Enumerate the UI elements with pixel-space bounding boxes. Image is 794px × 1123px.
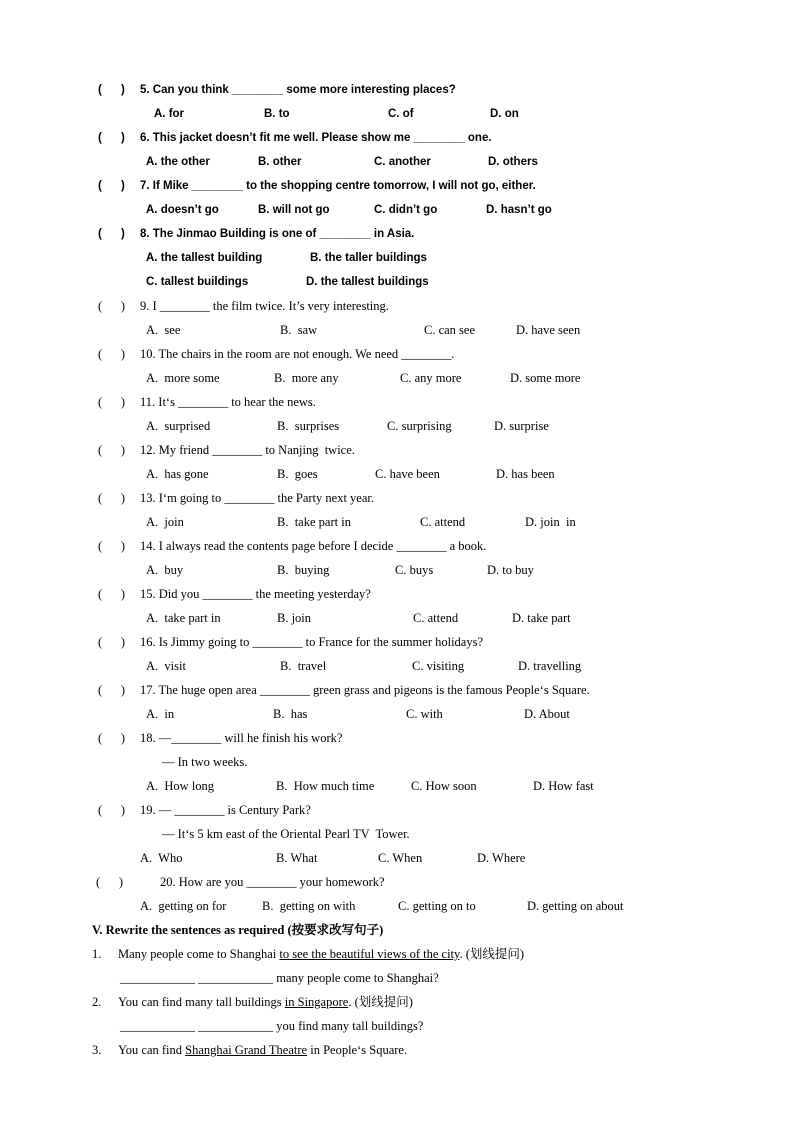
option: A. buy	[146, 563, 184, 577]
answer-paren: ( )	[98, 443, 126, 457]
option: C. another	[374, 156, 431, 168]
question-text: 6. This jacket doesn’t fit me well. Please show me ________ one.	[140, 132, 492, 144]
answer-paren: ( )	[98, 180, 125, 192]
option: A. for	[154, 108, 185, 120]
answer-paren: ( )	[98, 299, 126, 313]
option: A. visit	[146, 659, 186, 673]
option: D. to buy	[487, 563, 534, 577]
option: D. on	[490, 108, 519, 120]
sentence-part: . (划线提问)	[459, 947, 525, 961]
option: D. have seen	[516, 323, 581, 337]
question-text: 7. If Mike ________ to the shopping centre tomorrow, I will not go, either.	[140, 180, 536, 192]
option: C. When	[378, 851, 423, 865]
sentence-part: . (划线提问)	[348, 995, 413, 1009]
answer-paren: ( )	[98, 395, 126, 409]
option: B. What	[276, 851, 318, 865]
option: D. has been	[496, 467, 555, 481]
answer-paren: ( )	[98, 683, 126, 697]
item-number: 3.	[92, 1043, 102, 1057]
option: A. the other	[146, 156, 210, 168]
option: A. surprised	[146, 419, 211, 433]
option: C. getting on to	[398, 899, 476, 913]
option: B. to	[264, 108, 290, 120]
question-text: 14. I always read the contents page before I decide ________ a book.	[140, 539, 487, 553]
question-text: 11. It‘s ________ to hear the news.	[140, 395, 316, 409]
option: D. getting on about	[527, 899, 624, 913]
question-text: 12. My friend ________ to Nanjing twice.	[140, 443, 355, 457]
option: B. join	[277, 611, 312, 625]
option: C. didn’t go	[374, 204, 438, 216]
question-text: 17. The huge open area ________ green grass and pigeons is the famous People‘s Square.	[140, 683, 590, 697]
option: D. How fast	[533, 779, 594, 793]
option: B. goes	[277, 467, 318, 481]
option: D. others	[488, 156, 538, 168]
question-text: 18. —________ will he finish his work?	[140, 731, 343, 745]
dialog-reply: — In two weeks.	[162, 755, 248, 769]
item-number: 1.	[92, 947, 102, 961]
option: A. join	[146, 515, 184, 529]
question-text: 8. The Jinmao Building is one of ________ in Asia.	[140, 228, 415, 240]
question-text: 19. — ________ is Century Park?	[140, 803, 311, 817]
sentence-part: You can find	[118, 1043, 186, 1057]
option: A. see	[146, 323, 181, 337]
question-text: 10. The chairs in the room are not enough. We need ________.	[140, 347, 455, 361]
option: D. the tallest buildings	[306, 276, 429, 288]
underlined-phrase: in Singapore	[284, 995, 349, 1009]
answer-paren: ( )	[98, 228, 125, 240]
option: C. can see	[424, 323, 476, 337]
option: D. join in	[525, 515, 576, 529]
option: B. surprises	[277, 419, 340, 433]
option: A. getting on for	[140, 899, 227, 913]
option: C. with	[406, 707, 443, 721]
option: D. hasn’t go	[486, 204, 552, 216]
answer-paren: ( )	[98, 731, 126, 745]
sentence-part: Many people come to Shanghai	[118, 947, 280, 961]
option: D. surprise	[494, 419, 549, 433]
dialog-reply: — It‘s 5 km east of the Oriental Pearl TV Tower.	[162, 827, 410, 841]
option: B. take part in	[277, 515, 351, 529]
question-text: 5. Can you think ________ some more interesting places?	[140, 84, 456, 96]
question-text: 9. I ________ the film twice. It’s very interesting.	[140, 299, 389, 313]
rewrite-sentence	[118, 1042, 407, 1058]
option: C. any more	[400, 371, 462, 385]
option: C. have been	[375, 467, 440, 481]
sentence-part: You can find many tall buildings	[118, 995, 285, 1009]
underlined-phrase: to see the beautiful views of the city	[279, 947, 460, 961]
option: B. How much time	[276, 779, 375, 793]
answer-paren: ( )	[98, 84, 125, 96]
item-number: 2.	[92, 995, 102, 1009]
option: A. has gone	[146, 467, 209, 481]
answer-paren: ( )	[98, 347, 126, 361]
option: D. travelling	[518, 659, 582, 673]
section-title: V. Rewrite the sentences as required (按要求改写句子)	[92, 923, 384, 937]
option: C. How soon	[411, 779, 477, 793]
option: A. take part in	[146, 611, 221, 625]
option: A. Who	[140, 851, 183, 865]
question-text: 13. I‘m going to ________ the Party next year.	[140, 491, 374, 505]
option: C. tallest buildings	[146, 276, 249, 288]
answer-paren: ( )	[98, 539, 126, 553]
option: A. How long	[146, 779, 215, 793]
option: C. of	[388, 108, 414, 120]
option: D. Where	[477, 851, 526, 865]
option: D. take part	[512, 611, 571, 625]
option: B. buying	[277, 563, 330, 577]
sentence-part: in People‘s Square.	[307, 1043, 408, 1057]
answer-paren: ( )	[96, 875, 124, 889]
underlined-phrase: Shanghai Grand Theatre	[185, 1043, 308, 1057]
option: B. other	[258, 156, 302, 168]
rewrite-sentence	[118, 946, 524, 962]
option: B. saw	[280, 323, 318, 337]
option: C. visiting	[412, 659, 465, 673]
option: B. has	[273, 707, 308, 721]
question-text: 15. Did you ________ the meeting yesterday?	[140, 587, 371, 601]
option: A. in	[146, 707, 175, 721]
option: B. travel	[280, 659, 327, 673]
answer-paren: ( )	[98, 132, 125, 144]
option: A. the tallest building	[146, 252, 263, 264]
option: B. getting on with	[262, 899, 356, 913]
answer-paren: ( )	[98, 803, 126, 817]
answer-paren: ( )	[98, 491, 126, 505]
question-text: 16. Is Jimmy going to ________ to France for the summer holidays?	[140, 635, 484, 649]
answer-blank-line: ____________ ____________ many people come to Shanghai?	[120, 971, 439, 985]
option: C. buys	[395, 563, 434, 577]
answer-paren: ( )	[98, 635, 126, 649]
question-text: 20. How are you ________ your homework?	[160, 875, 385, 889]
answer-blank-line: ____________ ____________ you find many tall buildings?	[120, 1019, 424, 1033]
rewrite-sentence	[118, 994, 413, 1010]
answer-paren: ( )	[98, 587, 126, 601]
option: C. attend	[420, 515, 466, 529]
option: B. more any	[274, 371, 339, 385]
option: D. some more	[510, 371, 581, 385]
option: B. will not go	[258, 204, 330, 216]
option: A. more some	[146, 371, 220, 385]
option: D. About	[524, 707, 570, 721]
option: B. the taller buildings	[310, 252, 427, 264]
option: C. surprising	[387, 419, 452, 433]
option: C. attend	[413, 611, 459, 625]
option: A. doesn’t go	[146, 204, 219, 216]
